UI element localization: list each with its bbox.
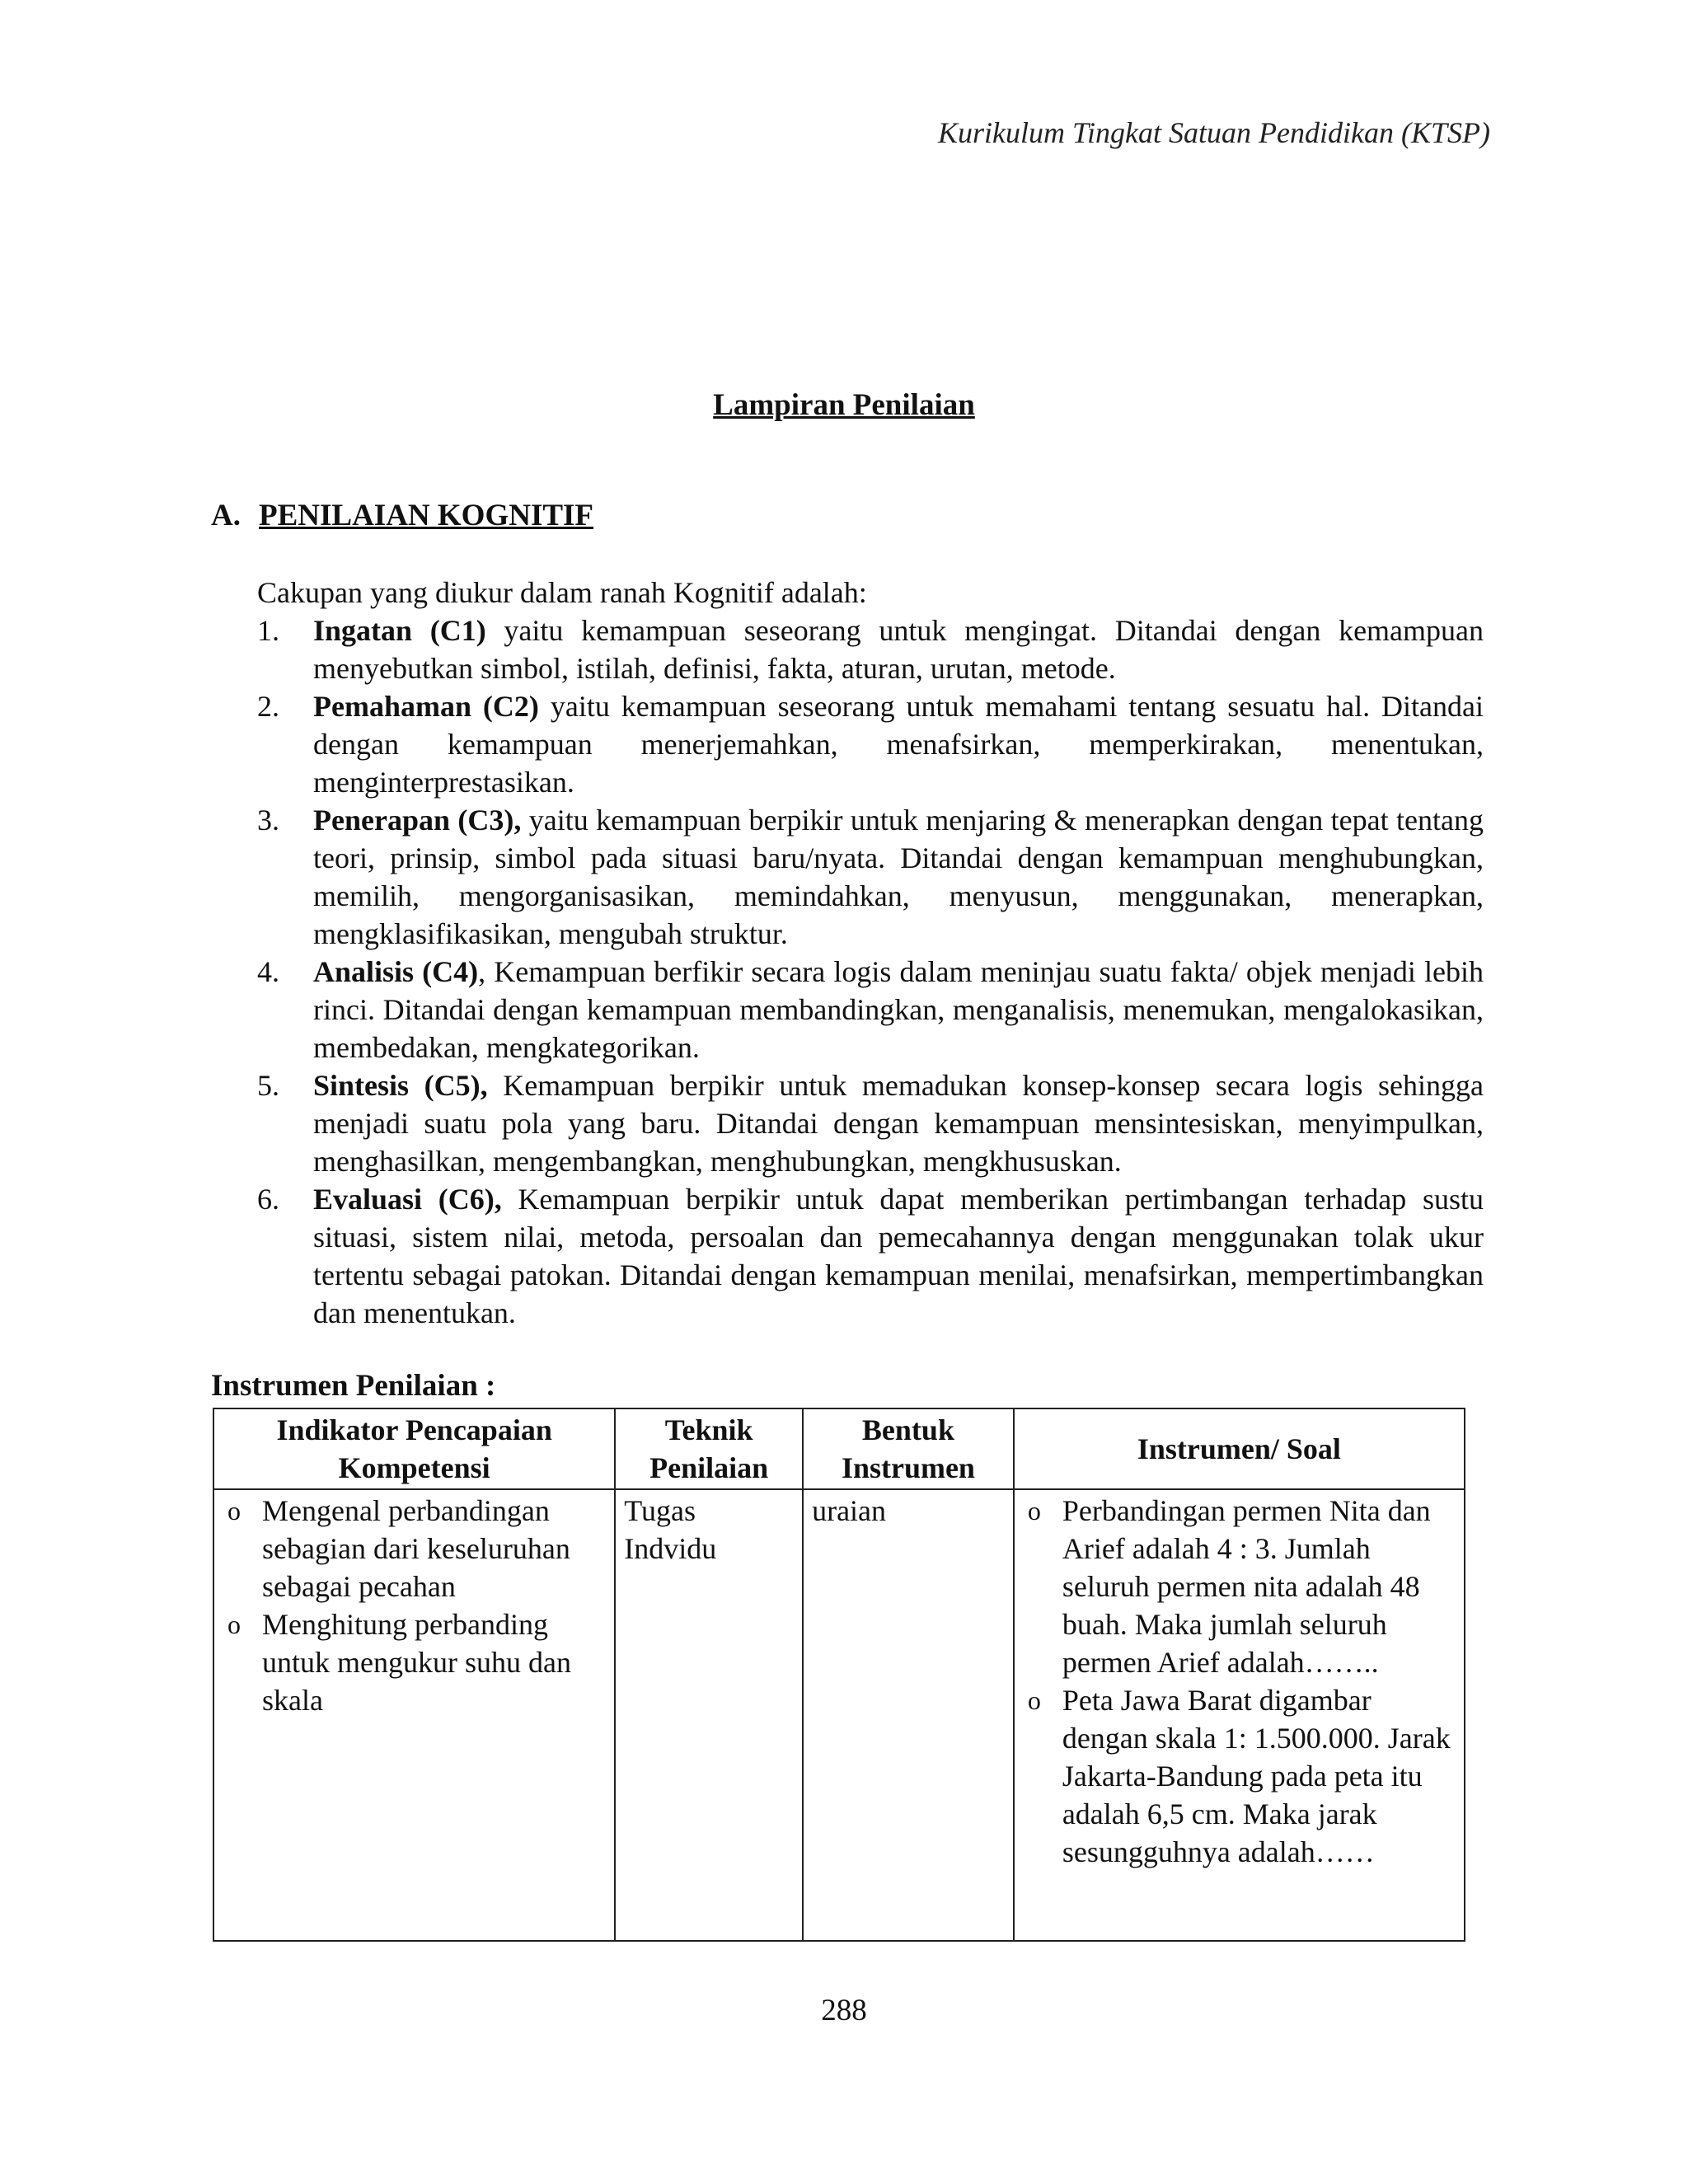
- criteria-list: [257, 612, 1484, 1332]
- list-item: [1023, 1492, 1456, 1681]
- bullet-circle-icon: o: [227, 1496, 241, 1526]
- list-item: [223, 1605, 606, 1719]
- criteria-number: 6.: [257, 1183, 279, 1216]
- cell-soal: [1014, 1489, 1465, 1941]
- page-title: Lampiran Penilaian: [713, 388, 975, 422]
- indicator-text: Mengenal perbandingan sebagian dari keseluruhan sebagai pecahan: [262, 1494, 570, 1603]
- indicator-text: Menghitung perbanding untuk mengukur suhu dan skala: [262, 1608, 571, 1717]
- section-letter: A.: [211, 499, 241, 532]
- cell-teknik: Tugas Indvidu: [615, 1489, 803, 1941]
- criteria-item-c1: [257, 612, 1484, 687]
- question-text: Perbandingan permen Nita dan Arief adalah 4 : 3. Jumlah seluruh permen nita adalah 48 buah. Maka jumlah seluruh permen Arief adalah……..: [1062, 1494, 1431, 1679]
- criteria-number: 4.: [257, 955, 279, 988]
- criteria-term: Pemahaman (C2): [313, 690, 539, 723]
- bullet-circle-icon: o: [227, 1610, 241, 1639]
- instrument-table: [213, 1408, 1465, 1942]
- question-text: Peta Jawa Barat digambar dengan skala 1: 1.500.000. Jarak Jakarta-Bandung pada peta itu adalah 6,5 cm. Maka jarak sesungguhnya adalah……: [1062, 1684, 1451, 1868]
- section-heading: [211, 498, 593, 533]
- section-heading-text: PENILAIAN KOGNITIF: [259, 499, 594, 532]
- criteria-number: 3.: [257, 804, 279, 837]
- criteria-item-c2: [257, 687, 1484, 801]
- bullet-circle-icon: o: [1027, 1496, 1041, 1526]
- header-soal: Instrumen/ Soal: [1014, 1408, 1465, 1489]
- header-bentuk: Bentuk Instrumen: [803, 1408, 1014, 1489]
- table-row: [213, 1489, 1465, 1941]
- list-item: [1023, 1681, 1456, 1871]
- criteria-term: Sintesis (C5),: [313, 1069, 488, 1102]
- instrument-title: Instrumen Penilaian :: [211, 1369, 496, 1403]
- criteria-description: yaitu kemampuan seseorang untuk mengingat. Ditandai dengan kemampuan menyebutkan simbol, istilah, definisi, fakta, aturan, urutan, metode.: [313, 614, 1484, 685]
- bullet-circle-icon: o: [1027, 1685, 1041, 1715]
- criteria-item-c5: [257, 1066, 1484, 1180]
- page-number: 288: [821, 1994, 867, 2027]
- criteria-number: 1.: [257, 614, 279, 647]
- criteria-item-c4: [257, 953, 1484, 1066]
- running-header: Kurikulum Tingkat Satuan Pendidikan (KTSP): [938, 116, 1490, 149]
- criteria-description: Kemampuan berpikir untuk memadukan konsep-konsep secara logis sehingga menjadi suatu pola yang baru. Ditandai dengan kemampuan mensintesiskan, menyimpulkan, menghasilkan, mengembangkan, menghubungkan, mengkhususkan.: [313, 1069, 1484, 1178]
- criteria-description: yaitu kemampuan seseorang untuk memahami tentang sesuatu hal. Ditandai dengan kemampuan menerjemahkan, menafsirkan, memperkirakan, menentukan, menginterprestasikan.: [313, 690, 1484, 799]
- criteria-number: 2.: [257, 690, 279, 723]
- header-teknik: Teknik Penilaian: [615, 1408, 803, 1489]
- criteria-item-c6: [257, 1180, 1484, 1332]
- cell-indikator: [213, 1489, 615, 1941]
- list-item: [223, 1492, 606, 1605]
- criteria-number: 5.: [257, 1069, 279, 1102]
- criteria-term: Evaluasi (C6),: [313, 1183, 502, 1216]
- criteria-item-c3: [257, 801, 1484, 953]
- criteria-description: yaitu kemampuan berpikir untuk menjaring & menerapkan dengan tepat tentang teori, prinsip, simbol pada situasi baru/nyata. Ditandai dengan kemampuan menghubungkan, memilih, mengorganisasikan, memindahkan, menyusun, menggunakan, menerapkan, mengklasifikasikan, mengubah struktur.: [313, 804, 1484, 950]
- intro-text: Cakupan yang diukur dalam ranah Kognitif adalah:: [257, 576, 867, 609]
- criteria-description: , Kemampuan berfikir secara logis dalam meninjau suatu fakta/ objek menjadi lebih rinci. Ditandai dengan kemampuan membandingkan, menganalisis, menemukan, mengalokasikan, membedakan, mengkategorikan.: [313, 955, 1484, 1064]
- header-indikator: Indikator Pencapaian Kompetensi: [213, 1408, 615, 1489]
- cell-bentuk: uraian: [803, 1489, 1014, 1941]
- criteria-term: Analisis (C4): [313, 955, 479, 988]
- table-header-row: [213, 1408, 1465, 1489]
- criteria-term: Penerapan (C3),: [313, 804, 522, 837]
- criteria-description: Kemampuan berpikir untuk dapat memberikan pertimbangan terhadap sustu situasi, sistem nilai, metoda, persoalan dan pemecahannya dengan menggunakan tolak ukur tertentu sebagai patokan. Ditandai dengan kemampuan menilai, menafsirkan, mempertimbangkan dan menentukan.: [313, 1183, 1484, 1329]
- criteria-term: Ingatan (C1): [313, 614, 486, 647]
